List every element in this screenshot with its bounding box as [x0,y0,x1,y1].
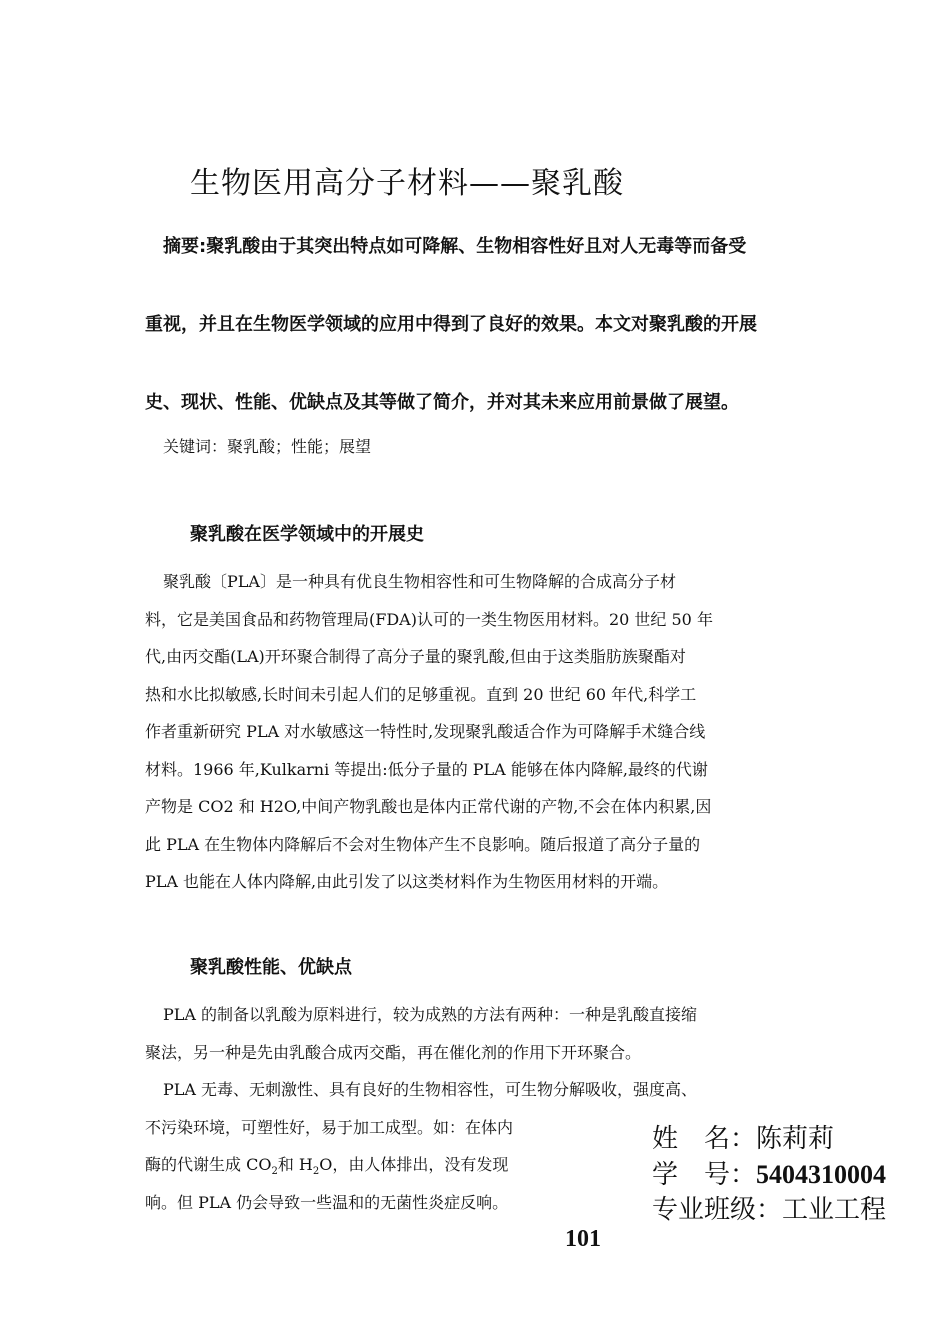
section-body-history [145,563,810,901]
paragraph-line: 酶的代谢生成 $CO_2$和 $H_2O$，由人体排出，没有发现 [145,1155,509,1178]
document-title: 生物医用高分子材料——聚乳酸 [190,166,624,201]
page-number: 101 [565,1226,601,1252]
abstract-line: 摘要:聚乳酸由于其突出特点如可降解、生物相容性好且对人无毒等而备受 [163,236,747,257]
paragraph-line: 代,由丙交酯(LA)开环聚合制得了高分子量的聚乳酸,但由于这类脂肪族聚酯对 [145,647,686,666]
abstract-label: 摘要: [163,236,207,257]
paragraph-line: 此 PLA 在生物体内降解后不会对生物体产生不良影响。随后报道了高分子量的 [145,834,701,854]
paragraph-line: 产物是 CO2 和 H2O,中间产物乳酸也是体内正常代谢的产物,不会在体内积累,因 [145,797,712,816]
paragraph-line: PLA 无毒、无刺激性、具有良好的生物相容性，可生物分解吸收，强度高、 [163,1080,698,1099]
student-class-row: 专业班级：工业工程 [652,1195,887,1225]
keywords: 关键词：聚乳酸；性能；展望 [163,437,372,456]
paragraph-line: 响。但 PLA 仍会导致一些温和的无菌性炎症反响。 [145,1192,509,1212]
paragraph-line: PLA 的制备以乳酸为原料进行，较为成熟的方法有两种：一种是乳酸直接缩 [163,1005,698,1024]
abstract [145,228,805,462]
abstract-line: 重视，并且在生物医学领域的应用中得到了良好的效果。本文对聚乳酸的开展 [145,314,757,335]
section-heading-properties: 聚乳酸性能、优缺点 [190,957,352,978]
student-id: 5404310004 [756,1160,887,1189]
student-name-row: 姓 名：陈莉莉 [652,1124,835,1154]
student-info-box [652,1122,922,1228]
paragraph-line: 材料。1966 年,Kulkarni 等提出:低分子量的 PLA 能够在体内降解,最终的代谢 [145,759,708,779]
student-id-row: 学 号：5404310004 [652,1160,887,1190]
section-heading-history: 聚乳酸在医学领域中的开展史 [190,524,424,545]
paragraph-line: PLA 也能在人体内降解,由此引发了以这类材料作为生物医用材料的开端。 [145,872,669,891]
paragraph-line: 聚法，另一种是先由乳酸合成丙交酯，再在催化剂的作用下开环聚合。 [145,1042,642,1062]
paragraph-line: 不污染环境，可塑性好，易于加工成型。如：在体内 [145,1117,514,1137]
student-name: 陈莉莉 [756,1124,835,1154]
paragraph-line: 料，它是美国食品和药物管理局(FDA)认可的一类生物医用材料。20 世纪 50 年 [145,609,713,629]
paragraph-line: 聚乳酸〔PLA〕是一种具有优良生物相容性和可生物降解的合成高分子材 [163,572,676,591]
student-class: 工业工程 [782,1195,887,1225]
paragraph-line: 热和水比拟敏感,长时间未引起人们的足够重视。直到 20 世纪 60 年代,科学工 [145,684,697,704]
paragraph-line: 作者重新研究 PLA 对水敏感这一特性时,发现聚乳酸适合作为可降解手术缝合线 [145,722,706,741]
abstract-line: 史、现状、性能、优缺点及其等做了简介，并对其未来应用前景做了展望。 [145,392,739,413]
